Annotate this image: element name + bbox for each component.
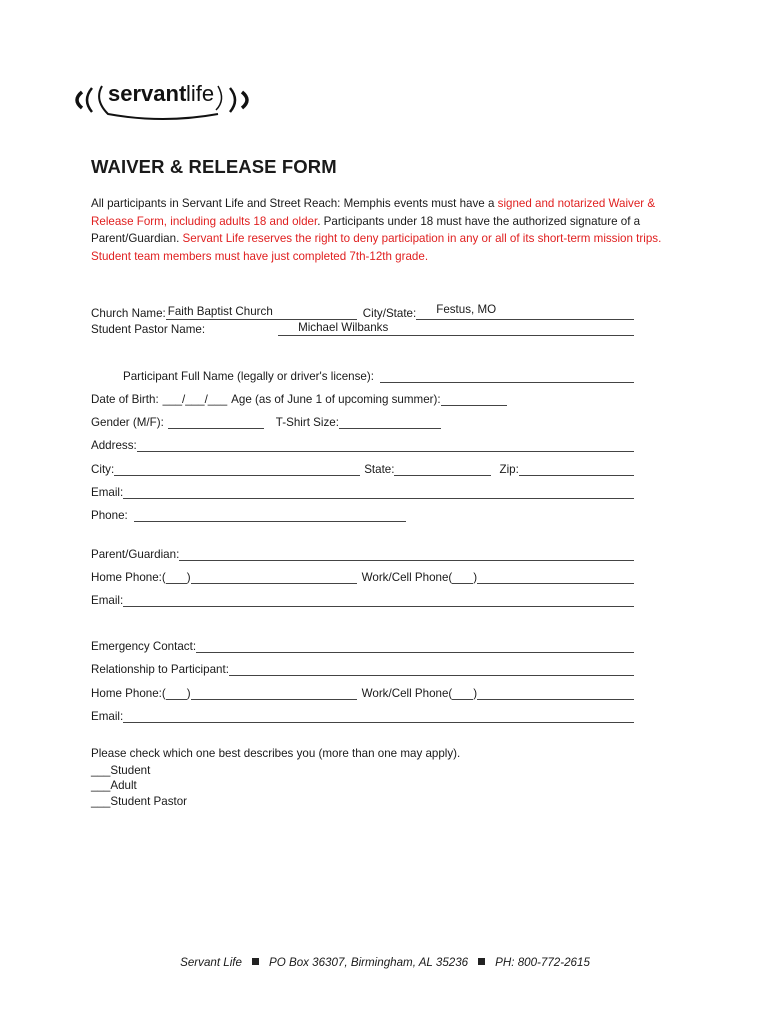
emergency-contact-field[interactable] [196, 639, 634, 653]
emergency-contact-label: Emergency Contact: [91, 640, 197, 653]
logo-swoosh-graphic [68, 74, 258, 124]
emergency-home-phone-label: Home Phone:( [91, 687, 166, 700]
relationship-label: Relationship to Participant: [91, 663, 229, 676]
emergency-work-phone-label: Work/Cell Phone( [361, 687, 453, 700]
form-title: WAIVER & RELEASE FORM [91, 156, 337, 177]
emergency-home-paren-close: ) [186, 687, 191, 700]
guardian-work-phone-label: Work/Cell Phone( [361, 571, 453, 584]
emergency-email-label: Email: [91, 710, 124, 723]
city-state-label: City/State: [362, 307, 417, 320]
guardian-home-phone-label: Home Phone:( [91, 571, 166, 584]
participant-name-label: Participant Full Name (legally or driver's license): [123, 370, 374, 383]
guardian-work-paren-close: ) [473, 571, 478, 584]
email-row [91, 483, 634, 499]
state-label: State: [364, 463, 395, 476]
dob-row [91, 390, 634, 406]
intro-text-2: . Participants under 18 must have the authorized signature of a Parent/Guardian. [91, 214, 641, 246]
square-bullet-icon [478, 958, 485, 965]
intro-red-2: Servant Life reserves the right to deny participation in any or all of its short-term mission trips. Student team members must have just completed 7th-12th grade. [91, 232, 662, 263]
church-name-label: Church Name: [91, 307, 166, 320]
intro-paragraph [91, 195, 681, 265]
footer-phone: PH: 800-772-2615 [495, 956, 590, 969]
emergency-home-phone-field[interactable] [191, 686, 357, 700]
email-label: Email: [91, 486, 124, 499]
emergency-work-phone-field[interactable] [477, 686, 634, 700]
emergency-email-field[interactable] [123, 709, 634, 723]
check-option-student[interactable]: ___Student [91, 764, 151, 777]
relationship-field[interactable] [229, 662, 634, 676]
pastor-row [91, 320, 634, 336]
city-state-field[interactable] [416, 303, 634, 320]
age-field[interactable] [441, 392, 507, 406]
age-label: Age (as of June 1 of upcoming summer): [231, 393, 441, 406]
address-label: Address: [91, 439, 137, 452]
guardian-work-area-code[interactable] [452, 570, 473, 584]
participant-name-row [91, 367, 634, 383]
footer [0, 956, 770, 969]
phone-row [91, 506, 634, 522]
logo-text-bold: servant [108, 81, 187, 106]
gender-label: Gender (M/F): [91, 416, 164, 429]
intro-text-1: All participants in Servant Life and Street Reach: Memphis events must have a [91, 197, 498, 210]
footer-org: Servant Life [180, 956, 242, 969]
footer-address: PO Box 36307, Birmingham, AL 35236 [268, 956, 469, 969]
square-bullet-icon [252, 958, 259, 965]
email-field[interactable] [123, 485, 634, 499]
guardian-home-area-code[interactable] [166, 570, 187, 584]
shirt-size-field[interactable] [339, 415, 441, 429]
check-option-student-pastor[interactable]: ___Student Pastor [91, 795, 188, 808]
servantlife-logo [68, 74, 258, 124]
city-state-value: Festus, MO [436, 303, 497, 316]
check-prompt: Please check which one best describes you (more than one may apply). [91, 747, 461, 760]
emergency-work-paren-close: ) [473, 687, 478, 700]
relationship-row [91, 660, 634, 676]
logo-text-light: life [186, 81, 215, 106]
check-option-adult[interactable]: ___Adult [91, 779, 137, 792]
guardian-label: Parent/Guardian: [91, 548, 180, 561]
state-field[interactable] [394, 462, 491, 476]
church-row [91, 304, 634, 320]
guardian-row [91, 545, 634, 561]
guardian-email-field[interactable] [123, 593, 634, 607]
address-row [91, 436, 634, 452]
emergency-email-row [91, 707, 634, 723]
guardian-field[interactable] [179, 547, 634, 561]
city-label: City: [91, 463, 115, 476]
phone-label: Phone: [91, 509, 128, 522]
guardian-email-row [91, 591, 634, 607]
dob-field[interactable]: ___/___/___ [162, 393, 228, 406]
church-name-value: Faith Baptist Church [167, 305, 273, 318]
emergency-home-area-code[interactable] [166, 686, 187, 700]
city-row [91, 460, 634, 476]
guardian-phone-row [91, 568, 634, 584]
emergency-contact-row [91, 637, 634, 653]
shirt-size-label: T-Shirt Size: [275, 416, 339, 429]
intro-red-1: signed and notarized Waiver & Release Form, including adults 18 and older [91, 197, 656, 228]
gender-row [91, 413, 634, 429]
gender-field[interactable] [168, 415, 264, 429]
city-field[interactable] [114, 462, 360, 476]
guardian-email-label: Email: [91, 594, 124, 607]
participant-name-field[interactable] [380, 369, 634, 383]
address-field[interactable] [137, 438, 634, 452]
church-name-field[interactable] [166, 306, 357, 320]
zip-field[interactable] [519, 462, 634, 476]
phone-field[interactable] [134, 508, 406, 522]
dob-label: Date of Birth: [91, 393, 159, 406]
emergency-phone-row [91, 684, 634, 700]
guardian-home-phone-field[interactable] [191, 570, 357, 584]
pastor-name-field[interactable] [278, 322, 634, 336]
guardian-home-paren-close: ) [186, 571, 191, 584]
emergency-work-area-code[interactable] [452, 686, 473, 700]
guardian-work-phone-field[interactable] [477, 570, 634, 584]
zip-label: Zip: [499, 463, 519, 476]
pastor-name-label: Student Pastor Name: [91, 323, 206, 336]
pastor-name-value: Michael Wilbanks [298, 321, 389, 334]
